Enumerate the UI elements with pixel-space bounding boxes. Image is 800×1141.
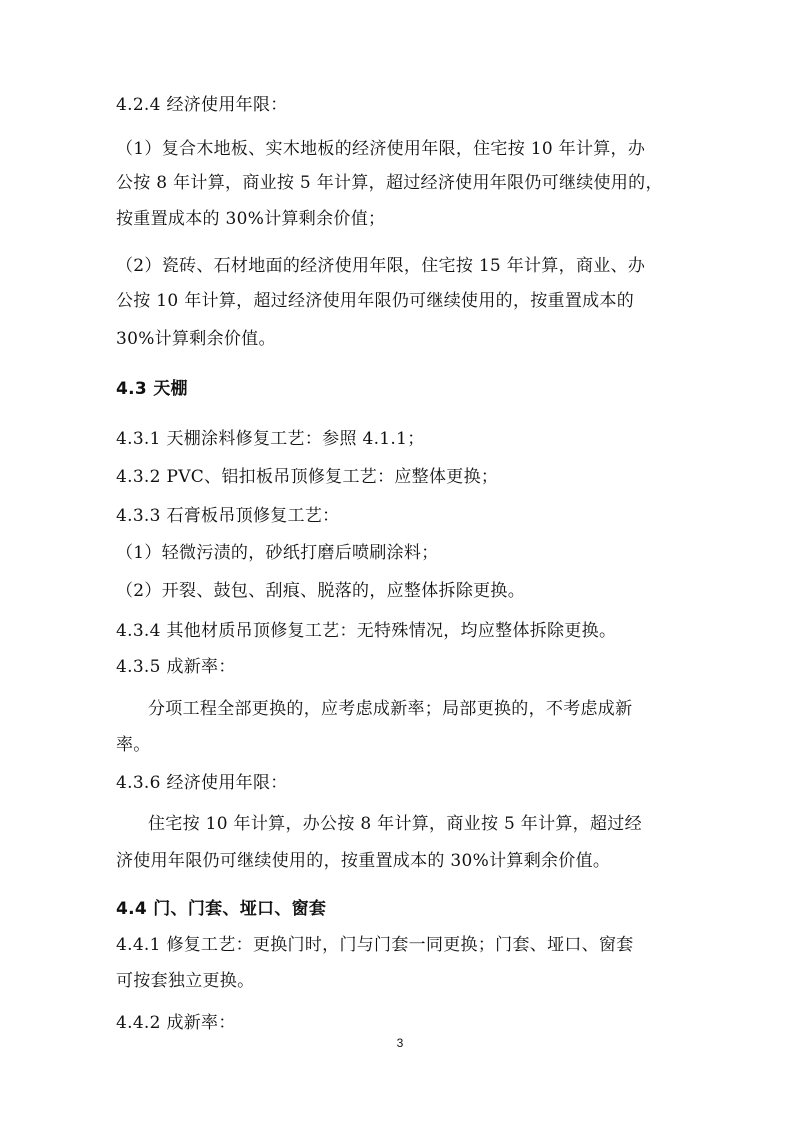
- page-number: 3: [396, 1036, 404, 1050]
- text-line-4-2-4: 4.2.4 经济使用年限：: [116, 95, 288, 115]
- text-line-4-3-3: 4.3.3 石膏板吊顶修复工艺：: [116, 506, 340, 526]
- text-line-4-3-6: 4.3.6 经济使用年限：: [116, 773, 288, 793]
- text-line: 30%计算剩余价值。: [116, 329, 276, 349]
- text-line: 住宅按 10 年计算，办公按 8 年计算，商业按 5 年计算，超过经: [148, 814, 642, 834]
- text-line-4-3-5: 4.3.5 成新率：: [116, 657, 236, 677]
- text-line: （2）瓷砖、石材地面的经济使用年限，住宅按 15 年计算，商业、办: [116, 256, 646, 276]
- text-line: 公按 10 年计算，超过经济使用年限仍可继续使用的，按重置成本的: [116, 291, 635, 311]
- text-line: 率。: [116, 735, 151, 755]
- section-heading-4-4: 4.4 门、门套、垭口、窗套: [116, 899, 327, 919]
- text-line: 可按套独立更换。: [116, 971, 255, 991]
- text-line: （1）复合木地板、实木地板的经济使用年限，住宅按 10 年计算，办: [116, 139, 646, 159]
- text-line-4-3-1: 4.3.1 天棚涂料修复工艺：参照 4.1.1；: [116, 429, 425, 449]
- text-line: 公按 8 年计算，商业按 5 年计算，超过经济使用年限仍可继续使用的，: [116, 173, 663, 193]
- text-line-4-3-2: 4.3.2 PVC、铝扣板吊顶修复工艺：应整体更换；: [116, 467, 499, 487]
- text-line: （2）开裂、鼓包、刮痕、脱落的，应整体拆除更换。: [116, 581, 526, 601]
- text-line: （1）轻微污渍的，砂纸打磨后喷刷涂料；: [116, 543, 439, 563]
- text-line: 济使用年限仍可继续使用的，按重置成本的 30%计算剩余价值。: [116, 851, 611, 871]
- text-line-4-4-2: 4.4.2 成新率：: [116, 1013, 236, 1033]
- text-line-4-3-4: 4.3.4 其他材质吊顶修复工艺：无特殊情况，均应整体拆除更换。: [116, 621, 617, 641]
- section-heading-4-3: 4.3 天棚: [116, 379, 188, 399]
- text-line-4-4-1: 4.4.1 修复工艺：更换门时，门与门套一同更换；门套、垭口、窗套: [116, 935, 634, 955]
- text-line: 按重置成本的 30%计算剩余价值；: [116, 209, 386, 229]
- text-line: 分项工程全部更换的，应考虑成新率；局部更换的，不考虑成新: [148, 699, 633, 719]
